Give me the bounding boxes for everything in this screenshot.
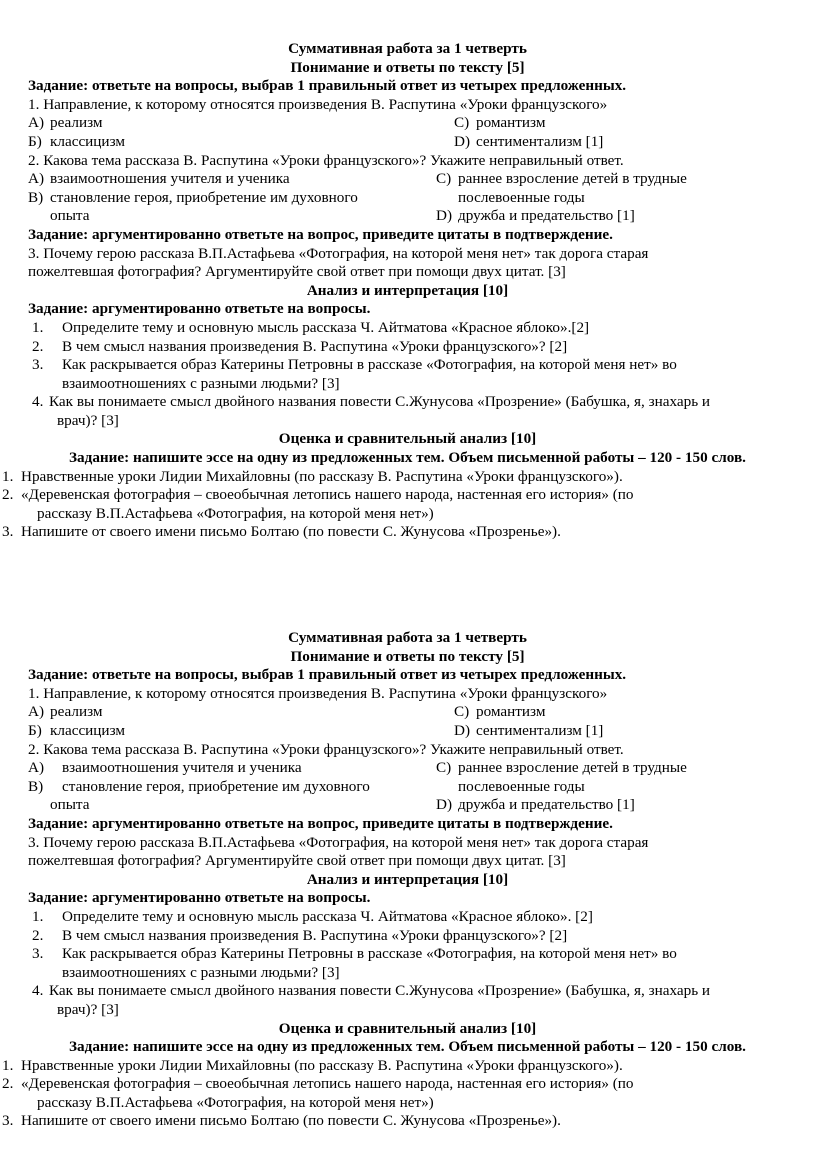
essay-topic-number: 3. [2, 1112, 14, 1130]
option-b-label-q1: Б) [28, 132, 42, 150]
analysis-item-number: 2. [32, 926, 44, 944]
option-d-q1[interactable] [436, 722, 815, 741]
analysis-item-continuation: врач)? [3] [57, 1000, 119, 1018]
analysis-item-number: 3. [32, 356, 44, 374]
task-instruction-essay: Задание: напишите эссе на одну из предложенных тем. Объем письменной работы – 120 - 150 слов. [69, 1038, 746, 1056]
option-b-continuation-spacer-q2 [28, 796, 50, 815]
essay-topic-body: Напишите от своего имени письмо Болтаю (по повести С. Жунусова «Прозренье»). [21, 523, 561, 541]
option-c-continuation-text-q2: послевоенные годы [458, 777, 585, 795]
task-instruction-mcq: Задание: ответьте на вопросы, выбрав 1 правильный ответ из четырех предложенных. [28, 77, 627, 95]
essay-topic-number: 3. [2, 523, 14, 541]
option-c-text-q2: раннее взросление детей в трудные [458, 170, 687, 188]
task-instruction-mcq: Задание: ответьте на вопросы, выбрав 1 правильный ответ из четырех предложенных. [28, 666, 627, 684]
analysis-item [0, 393, 815, 430]
option-d-label-q1: D) [454, 132, 471, 150]
option-c-continuation-q2 [436, 778, 815, 797]
option-b-q1[interactable] [28, 133, 436, 152]
option-c-q1[interactable] [436, 114, 815, 133]
analysis-item-body: В чем смысл названия произведения В. Распутина «Уроки французского»? [2] [62, 337, 568, 355]
analysis-item [0, 319, 815, 338]
section-heading-evaluation: Оценка и сравнительный анализ [10] [278, 430, 537, 448]
task-instruction-argue-question: Задание: аргументированно ответьте на вопрос, приведите цитаты в подтверждение. [28, 225, 613, 243]
option-b-continuation-text-q2: опыта [50, 207, 90, 225]
task-instruction-argue-question: Задание: аргументированно ответьте на вопрос, приведите цитаты в подтверждение. [28, 814, 613, 832]
question-3-line-1: 3. Почему герою рассказа В.П.Астафьева «Фотография, на которой меня нет» так дорога старая [28, 833, 649, 851]
option-a-text-q2: взаимоотношения учителя и ученика [50, 170, 290, 188]
option-c-label-q2: C) [436, 759, 452, 777]
option-b-continuation-q2 [28, 796, 436, 815]
question-1-stem: 1. Направление, к которому относятся произведения В. Распутина «Уроки французского» [28, 95, 608, 113]
essay-topic-body: Нравственные уроки Лидии Михайловны (по рассказу В. Распутина «Уроки французского»). [21, 467, 623, 485]
option-a-text-q1: реализм [50, 703, 103, 721]
essay-topic-item [0, 468, 815, 487]
option-b-continuation-q2 [28, 207, 436, 226]
question-2-options-row-3 [0, 796, 815, 815]
analysis-item-body: Как вы понимаете смысл двойного названия повести С.Жунусова «Прозрение» (Бабушка, я, знахарь и [49, 982, 711, 1000]
question-3-line-2: пожелтевшая фотография? Аргументируйте свой ответ при помощи двух цитат. [3] [28, 852, 566, 870]
option-b-q1[interactable] [28, 722, 436, 741]
option-a-label-q2: А) [28, 759, 45, 777]
section-heading-analysis: Анализ и интерпретация [10] [306, 281, 509, 299]
analysis-item-number: 4. [32, 393, 44, 411]
essay-topic-continuation: рассказу В.П.Астафьева «Фотография, на которой меня нет») [37, 504, 434, 522]
analysis-item-number: 1. [32, 907, 44, 925]
option-b-continuation-text-q2: опыта [50, 796, 90, 814]
essay-topic-number: 1. [2, 1056, 14, 1074]
section-heading-evaluation: Оценка и сравнительный анализ [10] [278, 1019, 537, 1037]
analysis-item-continuation: взаимоотношениях с разными людьми? [3] [62, 963, 340, 981]
analysis-item-continuation: взаимоотношениях с разными людьми? [3] [62, 374, 340, 392]
question-2-options-row-2 [0, 189, 815, 208]
option-d-text-q1: сентиментализм [1] [476, 132, 604, 150]
analysis-item [0, 945, 815, 982]
option-a-q2[interactable] [28, 759, 436, 778]
analysis-item-body: Как раскрывается образ Катерины Петровны в рассказе «Фотография, на которой меня нет» во [62, 945, 677, 963]
question-2-options-row-2 [0, 778, 815, 797]
option-d-text-q1: сентиментализм [1] [476, 722, 604, 739]
assessment-copy-1 [0, 0, 827, 542]
option-b-text-q2: становление героя, приобретение им духовного [62, 777, 370, 795]
question-2-options-row-3 [0, 207, 815, 226]
essay-topic-body: Нравственные уроки Лидии Михайловны (по рассказу В. Распутина «Уроки французского»). [21, 1056, 623, 1074]
option-a-text-q1: реализм [50, 114, 103, 132]
essay-topic-item [0, 1075, 815, 1112]
analysis-item [0, 356, 815, 393]
document-title: Суммативная работа за 1 четверть [288, 40, 527, 57]
task-instruction-argue-questions: Задание: аргументированно ответьте на вопросы. [28, 889, 371, 907]
question-1-stem: 1. Направление, к которому относятся произведения В. Распутина «Уроки французского» [28, 684, 608, 702]
option-c-q2[interactable] [436, 170, 815, 189]
option-b-text-q1: классицизм [50, 722, 125, 739]
question-1-options-row-2 [0, 722, 815, 741]
question-3-line-2: пожелтевшая фотография? Аргументируйте свой ответ при помощи двух цитат. [3] [28, 263, 566, 281]
question-2-options-row-1 [0, 759, 815, 778]
task-instruction-essay: Задание: напишите эссе на одну из предложенных тем. Объем письменной работы – 120 - 150 слов. [69, 449, 746, 467]
option-d-q2[interactable] [436, 796, 815, 815]
copy-separator [0, 542, 827, 576]
essay-topic-number: 2. [2, 1075, 14, 1093]
analysis-item-number: 2. [32, 337, 44, 355]
essay-topic-body: «Деревенская фотография – своеобычная летопись нашего народа, настенная его история» (по [21, 486, 634, 504]
question-2-options-row-1 [0, 170, 815, 189]
analysis-item [0, 908, 815, 927]
analysis-item-body: Как вы понимаете смысл двойного названия повести С.Жунусова «Прозрение» (Бабушка, я, знахарь и [49, 393, 711, 411]
essay-topic-item [0, 523, 815, 542]
option-d-label-q2: D) [436, 207, 453, 225]
option-d-text-q2: дружба и предательство [1] [458, 796, 635, 814]
option-b-q2[interactable] [28, 778, 436, 797]
option-b-continuation-spacer-q2 [28, 207, 50, 226]
option-b-label-q2: В) [28, 777, 44, 795]
option-a-label-q2: А) [28, 170, 45, 188]
option-a-q1[interactable] [28, 703, 436, 722]
analysis-item-body: В чем смысл названия произведения В. Распутина «Уроки французского»? [2] [62, 926, 568, 944]
option-c-text-q1: романтизм [476, 114, 546, 132]
option-a-q1[interactable] [28, 114, 436, 133]
section-heading-analysis: Анализ и интерпретация [10] [306, 870, 509, 888]
assessment-copy-2 [0, 576, 827, 1131]
essay-topic-body: Напишите от своего имени письмо Болтаю (по повести С. Жунусова «Прозренье»). [21, 1112, 561, 1130]
analysis-item [0, 927, 815, 946]
question-1-options-row-1 [0, 703, 815, 722]
option-a-label-q1: А) [28, 114, 45, 132]
essay-topic-item [0, 1112, 815, 1131]
option-d-text-q2: дружба и предательство [1] [458, 207, 635, 225]
option-c-q1[interactable] [436, 703, 815, 722]
section-heading-comprehension: Понимание и ответы по тексту [5] [290, 647, 525, 665]
document-title: Суммативная работа за 1 четверть [288, 629, 527, 647]
option-c-continuation-spacer-q2 [436, 189, 458, 208]
option-b-label-q2: В) [28, 188, 44, 206]
option-b-text-q2: становление героя, приобретение им духовного [50, 188, 358, 206]
option-c-label-q1: C) [454, 114, 470, 132]
essay-topic-number: 1. [2, 467, 14, 485]
option-c-continuation-text-q2: послевоенные годы [458, 188, 585, 206]
option-c-text-q2: раннее взросление детей в трудные [458, 759, 687, 777]
option-d-q1[interactable] [436, 133, 815, 152]
option-a-label-q1: А) [28, 703, 45, 721]
question-1-options-row-1 [0, 114, 815, 133]
essay-topic-body: «Деревенская фотография – своеобычная летопись нашего народа, настенная его история» (по [21, 1075, 634, 1093]
option-b-q2[interactable] [28, 189, 436, 208]
analysis-item-number: 3. [32, 945, 44, 963]
option-c-label-q2: C) [436, 170, 452, 188]
analysis-item [0, 982, 815, 1019]
question-3-line-1: 3. Почему герою рассказа В.П.Астафьева «Фотография, на которой меня нет» так дорога старая [28, 244, 649, 262]
section-heading-comprehension: Понимание и ответы по тексту [5] [290, 58, 525, 76]
analysis-item-number: 1. [32, 318, 44, 336]
analysis-item-body: Определите тему и основную мысль рассказа Ч. Айтматова «Красное яблоко». [2] [62, 907, 593, 925]
option-c-continuation-q2 [436, 189, 815, 208]
analysis-item [0, 338, 815, 357]
essay-topic-item [0, 486, 815, 523]
option-a-q2[interactable] [28, 170, 436, 189]
option-c-label-q1: C) [454, 703, 470, 721]
option-d-q2[interactable] [436, 207, 815, 226]
option-c-q2[interactable] [436, 759, 815, 778]
option-d-label-q1: D) [454, 722, 471, 739]
question-2-stem: 2. Какова тема рассказа В. Распутина «Уроки французского»? Укажите неправильный ответ. [28, 740, 624, 758]
option-c-continuation-spacer-q2 [436, 778, 458, 797]
option-b-text-q1: классицизм [50, 132, 125, 150]
option-c-text-q1: романтизм [476, 703, 546, 721]
analysis-item-body: Как раскрывается образ Катерины Петровны в рассказе «Фотография, на которой меня нет» во [62, 356, 677, 374]
essay-topic-continuation: рассказу В.П.Астафьева «Фотография, на которой меня нет») [37, 1093, 434, 1111]
essay-topic-number: 2. [2, 486, 14, 504]
essay-topic-item [0, 1057, 815, 1076]
analysis-item-continuation: врач)? [3] [57, 411, 119, 429]
question-2-stem: 2. Какова тема рассказа В. Распутина «Уроки французского»? Укажите неправильный ответ. [28, 151, 624, 169]
analysis-item-number: 4. [32, 982, 44, 1000]
option-d-label-q2: D) [436, 796, 453, 814]
task-instruction-argue-questions: Задание: аргументированно ответьте на вопросы. [28, 300, 371, 318]
analysis-item-body: Определите тему и основную мысль рассказа Ч. Айтматова «Красное яблоко».[2] [62, 318, 590, 336]
option-b-label-q1: Б) [28, 722, 42, 739]
option-a-text-q2: взаимоотношения учителя и ученика [62, 759, 302, 777]
question-1-options-row-2 [0, 133, 815, 152]
